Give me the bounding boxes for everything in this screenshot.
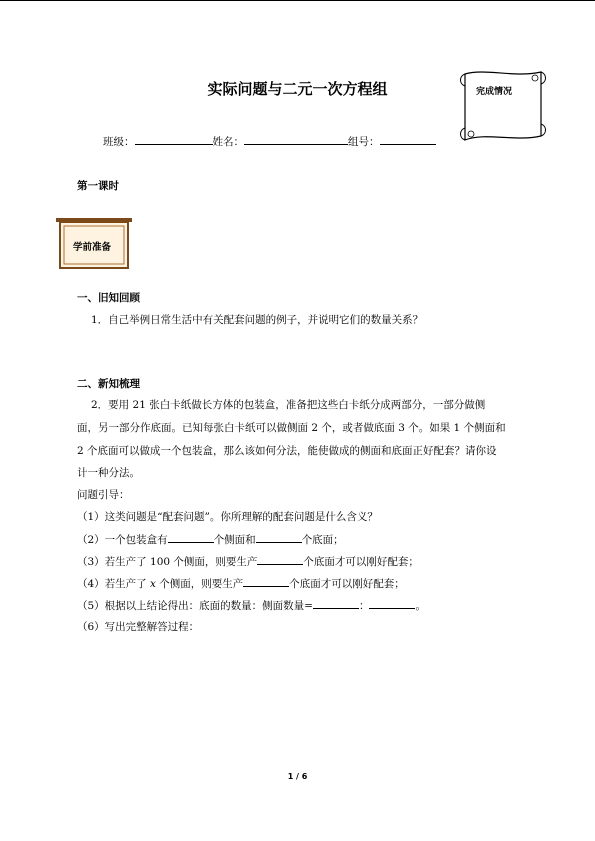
lesson-label: 第一课时 (77, 180, 119, 192)
sub-question-4 (77, 575, 405, 591)
sub-question-5-text-a: （5）根据以上结论得出：底面的数量：侧面数量= (77, 600, 313, 612)
sub-question-5 (77, 597, 426, 613)
question-1: 1．自己举例日常生活中有关配套问题的例子，并说明它们的数量关系？ (91, 314, 424, 326)
sub-question-2-text-c: 个底面； (301, 534, 344, 546)
sub-question-6: （6）写出完整解答过程： (77, 621, 200, 633)
sub-question-2-text-b: 个侧面和 (213, 534, 256, 546)
group-blank[interactable] (380, 133, 436, 145)
sub-question-1: （1）这类问题是“配套问题”。你所理解的配套问题是什么含义？ (77, 511, 378, 523)
name-blank[interactable] (244, 133, 348, 145)
sub-question-4-text-a: （4）若生产了 (77, 578, 151, 590)
answer-blank[interactable] (369, 597, 415, 609)
answer-blank[interactable] (256, 531, 302, 543)
sub-question-5-text-c: 。 (415, 600, 426, 612)
question-2-line-1: 2．要用 21 张白卡纸做长方体的包装盒，准备把这些白卡纸分成两部分，一部分做侧 (91, 399, 486, 411)
student-info-row (103, 133, 436, 149)
answer-blank[interactable] (243, 575, 289, 587)
sub-question-2-text-a: （2）一个包装盒有 (77, 534, 168, 546)
sub-question-2 (77, 531, 344, 547)
answer-blank[interactable] (313, 597, 359, 609)
question-2-line-4: 计一种分法。 (77, 467, 140, 479)
class-blank[interactable] (135, 133, 213, 145)
guide-label: 问题引导： (77, 489, 130, 501)
top-rule (0, 0, 595, 1)
answer-blank[interactable] (257, 553, 303, 565)
completion-label: 完成情况 (476, 87, 513, 97)
page-title: 实际问题与二元一次方程组 (207, 80, 388, 98)
badge-label: 学前准备 (73, 242, 112, 253)
scroll-icon (455, 66, 549, 146)
sub-question-5-text-b: ： (358, 600, 370, 612)
section-heading-new: 二、新知梳理 (77, 378, 140, 390)
sub-question-4-text-c: 个底面才可以刚好配套； (289, 578, 405, 590)
group-label: 组号： (348, 136, 380, 148)
answer-blank[interactable] (168, 531, 214, 543)
section-heading-review: 一、旧知回顾 (77, 292, 140, 304)
sub-question-3 (77, 553, 419, 569)
sub-question-4-text-b: 个侧面，则要生产 (155, 578, 244, 590)
page-number: 1 / 6 (287, 772, 308, 781)
class-label: 班级： (103, 136, 135, 148)
question-2-line-3: 2 个底面可以做成一个包装盒，那么该如何分法，能使做成的侧面和底面正好配套？请你设 (77, 445, 497, 457)
sub-question-3-text-a: （3）若生产了 100 个侧面，则要生产 (77, 556, 258, 568)
question-2-line-2: 面，另一部分作底面。已知每张白卡纸可以做侧面 2 个，或者做底面 3 个。如果 1 个侧面和 (77, 422, 506, 434)
variable-x: x (150, 578, 156, 590)
sub-question-3-text-b: 个底面才可以刚好配套； (303, 556, 419, 568)
name-label: 姓名： (212, 136, 244, 148)
